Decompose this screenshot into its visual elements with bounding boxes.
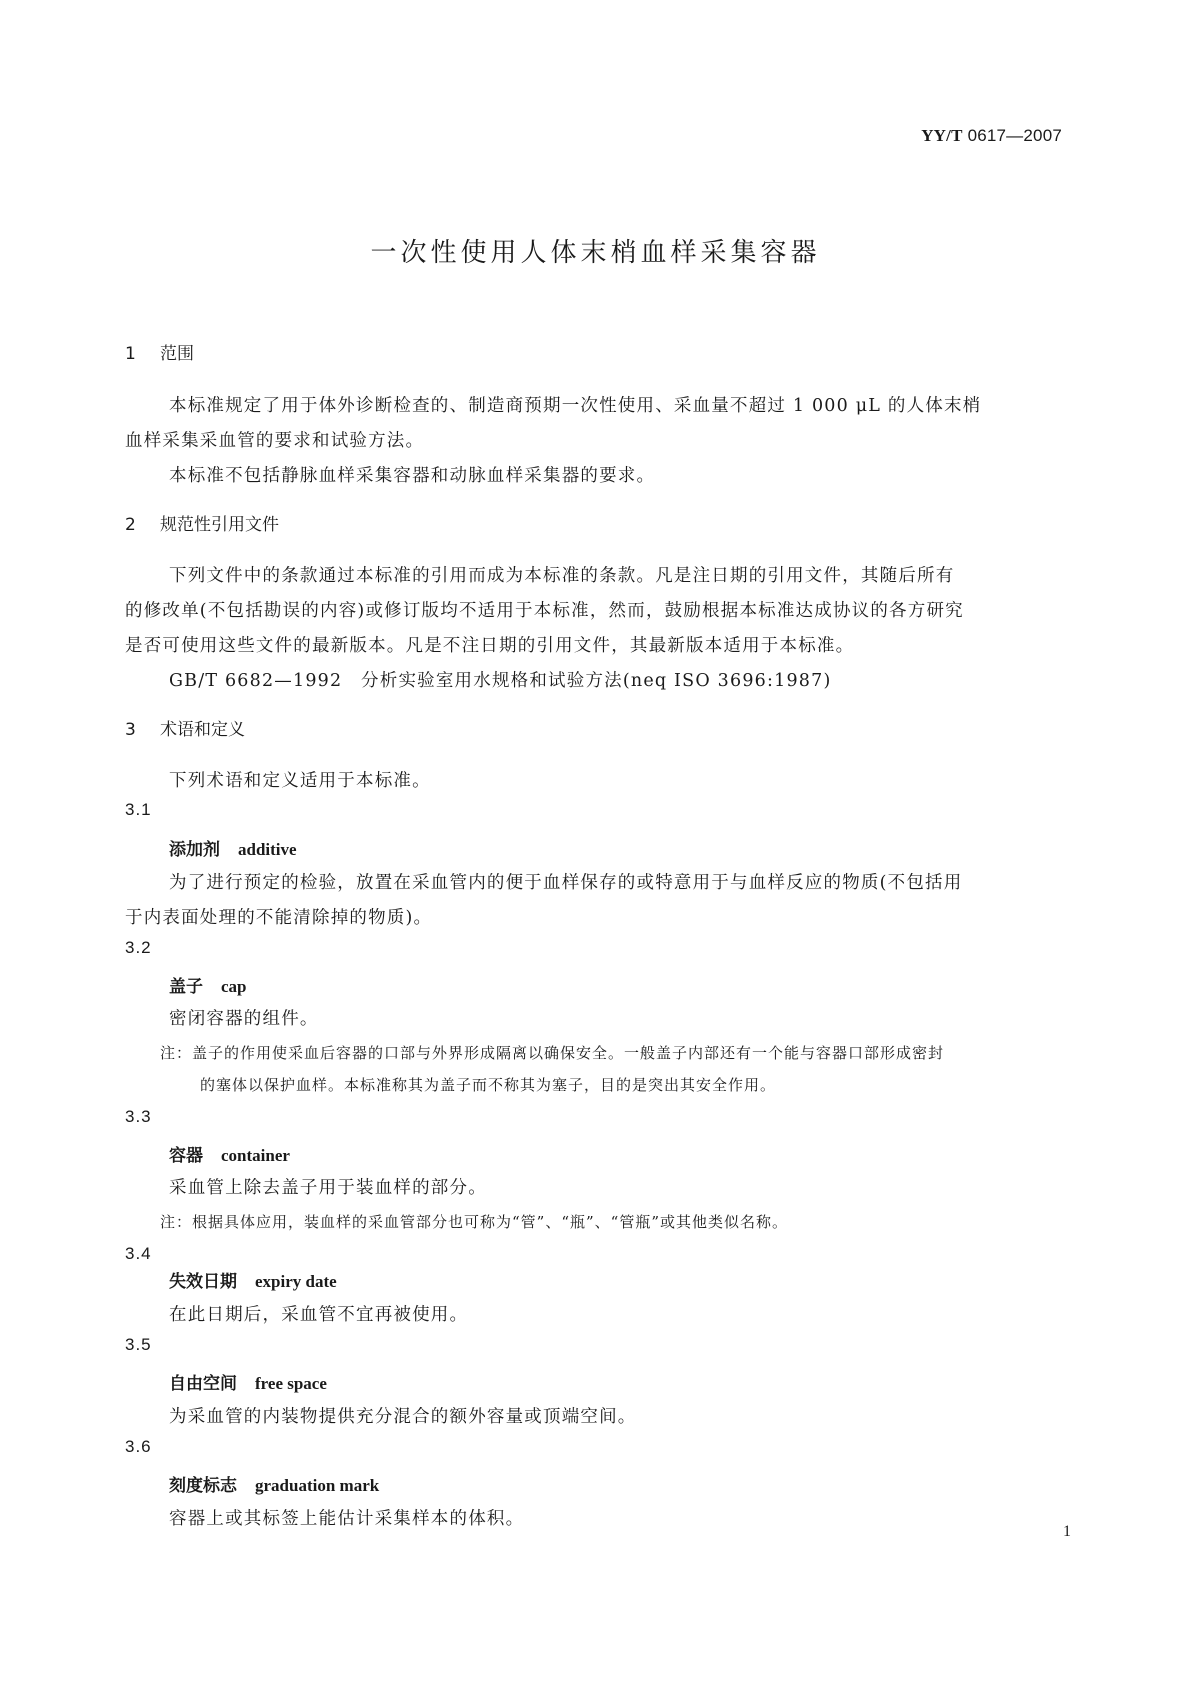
section-title: 范围 [160, 344, 194, 364]
section-heading-2 [125, 510, 279, 535]
clause-number: 3.1 [125, 800, 152, 819]
paragraph: 下列文件中的条款通过本标准的引用而成为本标准的条款。凡是注日期的引用文件，其随后所有 [169, 566, 955, 586]
normative-reference: GB/T 6682—1992 分析实验室用水规格和试验方法(neq ISO 3696:1987) [169, 671, 832, 691]
term-heading [169, 1267, 337, 1292]
term-en: container [221, 1146, 290, 1165]
term-heading [169, 1141, 290, 1166]
section-heading-1 [125, 339, 194, 364]
term-definition: 为了进行预定的检验，放置在采血管内的便于血样保存的或特意用于与血样反应的物质(不包括用 [169, 873, 963, 893]
term-zh: 自由空间 [169, 1374, 237, 1394]
clause-number: 3.6 [125, 1437, 152, 1456]
standard-code-prefix: YY/T [921, 126, 963, 145]
paragraph: 本标准规定了用于体外诊断检查的、制造商预期一次性使用、采血量不超过 1 000 μL 的人体末梢 [169, 396, 982, 416]
note: 注：根据具体应用，装血样的采血管部分也可称为“管”、“瓶”、“管瓶”或其他类似名称。 [160, 1213, 789, 1231]
term-definition: 容器上或其标签上能估计采集样本的体积。 [169, 1509, 525, 1529]
paragraph: 本标准不包括静脉血样采集容器和动脉血样采集器的要求。 [169, 466, 656, 486]
paragraph: 下列术语和定义适用于本标准。 [169, 771, 431, 791]
clause-number: 3.2 [125, 938, 152, 957]
standard-code-number: 0617—2007 [967, 126, 1062, 145]
paragraph: 血样采集采血管的要求和试验方法。 [125, 431, 425, 451]
term-heading [169, 1471, 379, 1496]
paragraph: 的修改单(不包括勘误的内容)或修订版均不适用于本标准，然而，鼓励根据本标准达成协议的各方研究 [125, 601, 964, 621]
term-definition: 采血管上除去盖子用于装血样的部分。 [169, 1178, 487, 1198]
term-heading [169, 835, 297, 860]
term-definition: 为采血管的内装物提供充分混合的额外容量或顶端空间。 [169, 1407, 637, 1427]
term-heading [169, 1369, 327, 1394]
section-number: 1 [125, 344, 136, 364]
clause-number: 3.5 [125, 1335, 152, 1354]
section-number: 3 [125, 720, 136, 740]
term-definition: 密闭容器的组件。 [169, 1009, 319, 1029]
term-zh: 刻度标志 [169, 1476, 237, 1496]
document-title: 一次性使用人体末梢血样采集容器 [370, 238, 821, 268]
term-heading [169, 972, 247, 997]
term-en: cap [221, 977, 247, 996]
term-definition: 于内表面处理的不能清除掉的物质)。 [125, 908, 433, 928]
section-title: 规范性引用文件 [160, 515, 279, 535]
term-definition: 在此日期后，采血管不宜再被使用。 [169, 1305, 469, 1325]
term-en: free space [255, 1374, 327, 1393]
standard-code [921, 126, 1062, 146]
clause-number: 3.4 [125, 1244, 152, 1263]
note: 注：盖子的作用使采血后容器的口部与外界形成隔离以确保安全。一般盖子内部还有一个能与容器口部形成密封 [160, 1044, 945, 1062]
term-zh: 失效日期 [169, 1272, 237, 1292]
term-en: expiry date [255, 1272, 337, 1291]
term-en: additive [238, 840, 297, 859]
section-title: 术语和定义 [160, 720, 245, 740]
term-zh: 容器 [169, 1146, 203, 1166]
note: 的塞体以保护血样。本标准称其为盖子而不称其为塞子，目的是突出其安全作用。 [200, 1076, 777, 1094]
term-zh: 盖子 [169, 977, 203, 997]
section-number: 2 [125, 515, 136, 535]
term-en: graduation mark [255, 1476, 380, 1495]
section-heading-3 [125, 715, 245, 740]
clause-number: 3.3 [125, 1107, 152, 1126]
term-zh: 添加剂 [169, 840, 220, 860]
page-number: 1 [1063, 1523, 1071, 1540]
paragraph: 是否可使用这些文件的最新版本。凡是不注日期的引用文件，其最新版本适用于本标准。 [125, 636, 855, 656]
